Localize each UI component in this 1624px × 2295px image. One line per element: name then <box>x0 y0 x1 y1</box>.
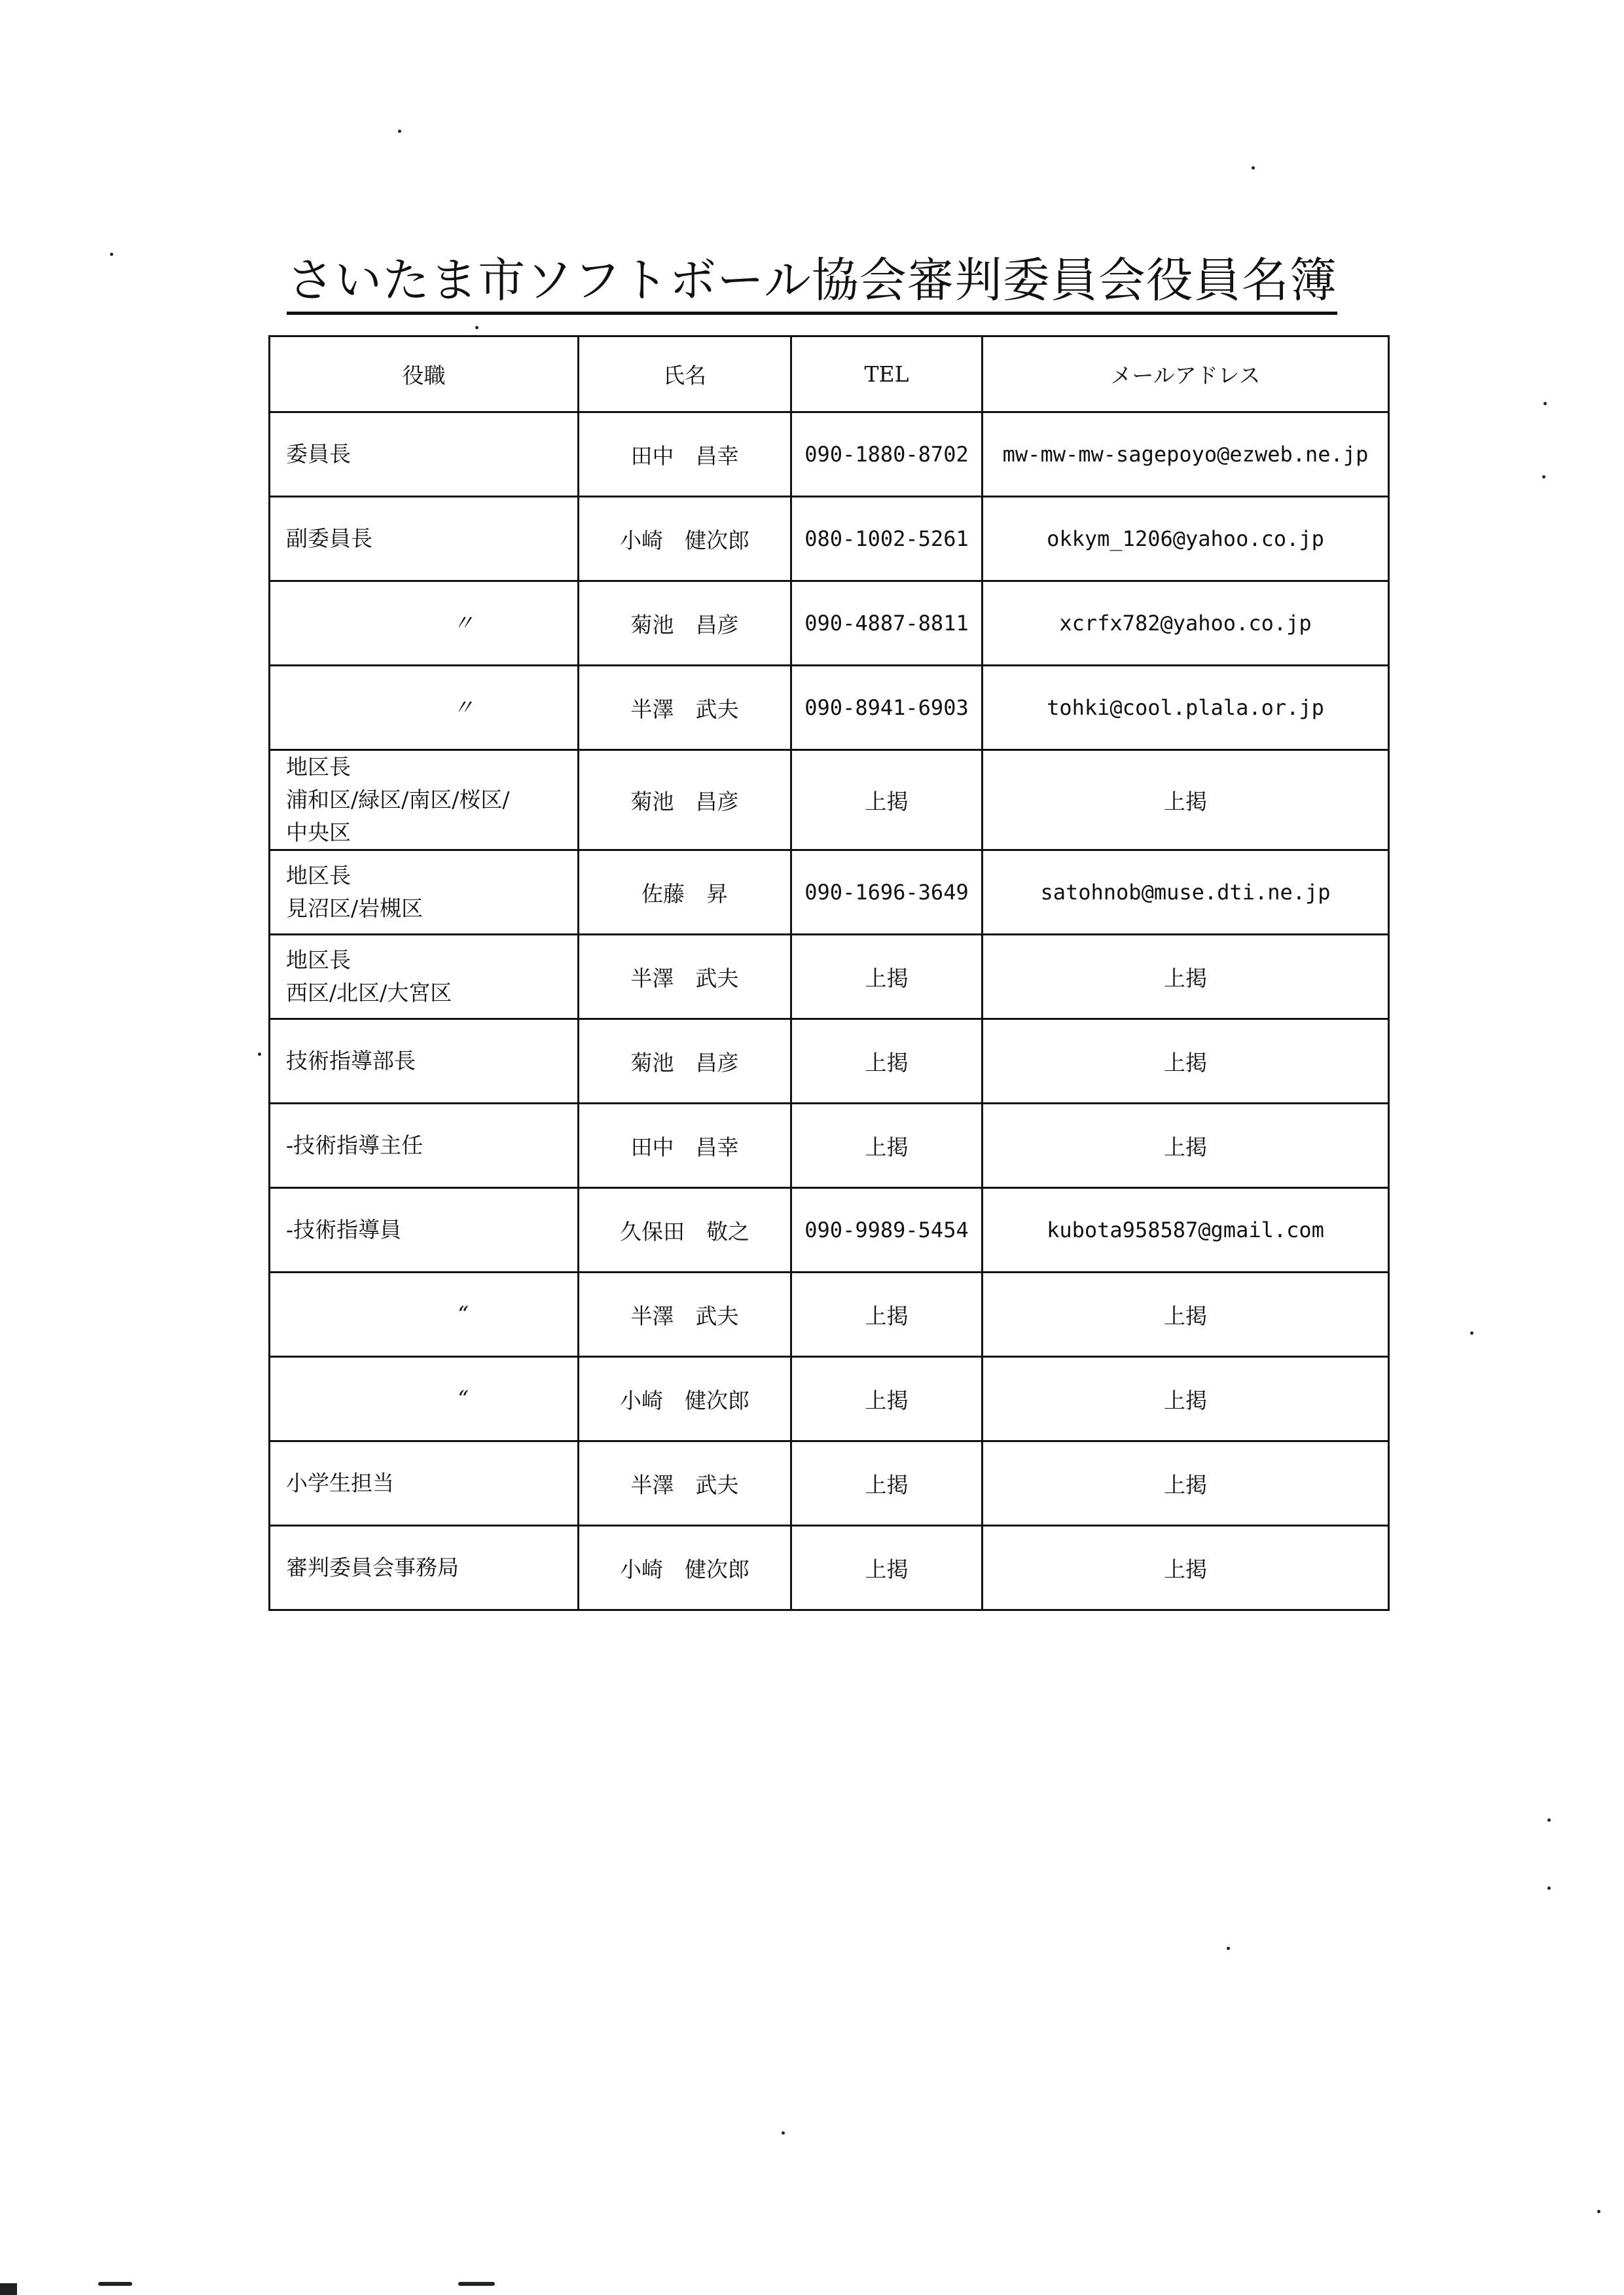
email-cell: tohki@cool.plala.or.jp <box>983 666 1389 750</box>
tel-cell: 080-1002-5261 <box>791 497 983 581</box>
scan-speck <box>1227 1947 1230 1950</box>
role-cell: 委員長 <box>270 412 579 497</box>
document-title-text: さいたま市ソフトボール協会審判委員会役員名簿 <box>287 253 1337 315</box>
tel-cell: 上掲 <box>791 1019 983 1104</box>
name-cell: 半澤 武夫 <box>579 935 791 1019</box>
table-header-row <box>270 336 1389 412</box>
table-row <box>270 666 1389 750</box>
scan-speck <box>782 2131 785 2135</box>
scan-speck <box>110 253 113 256</box>
tel-cell: 上掲 <box>791 935 983 1019</box>
role-line: 中央区 <box>286 820 351 845</box>
role-line: 地区長 <box>286 863 351 888</box>
email-cell: 上掲 <box>983 1019 1389 1104</box>
scan-speck <box>258 1053 261 1056</box>
role-line: 地区長 <box>286 754 351 780</box>
role-cell: -技術指導員 <box>270 1188 579 1273</box>
tel-cell: 上掲 <box>791 1273 983 1357</box>
scan-speck <box>1470 1331 1473 1335</box>
name-cell: 小崎 健次郎 <box>579 1526 791 1610</box>
email-cell: okkym_1206@yahoo.co.jp <box>983 497 1389 581</box>
role-cell: 副委員長 <box>270 497 579 581</box>
scan-speck <box>1547 1887 1551 1890</box>
role-cell-multiline <box>270 935 579 1019</box>
name-cell: 半澤 武夫 <box>579 1441 791 1526</box>
tel-cell: 上掲 <box>791 750 983 850</box>
header-role: 役職 <box>270 336 579 412</box>
tel-cell: 上掲 <box>791 1104 983 1188</box>
tel-cell: 090-9989-5454 <box>791 1188 983 1273</box>
email-cell: 上掲 <box>983 1526 1389 1610</box>
role-cell-ditto: 〃 <box>270 581 579 666</box>
email-cell: xcrfx782@yahoo.co.jp <box>983 581 1389 666</box>
scan-edge-mark <box>98 2282 132 2286</box>
table-row <box>270 1104 1389 1188</box>
header-email: メールアドレス <box>983 336 1389 412</box>
scan-edge-mark <box>0 2283 17 2295</box>
email-cell: satohnob@muse.dti.ne.jp <box>983 850 1389 935</box>
table-row <box>270 1019 1389 1104</box>
email-cell: 上掲 <box>983 1441 1389 1526</box>
tel-cell: 上掲 <box>791 1357 983 1441</box>
role-line: 西区/北区/大宮区 <box>286 980 452 1005</box>
role-cell: 小学生担当 <box>270 1441 579 1526</box>
tel-cell: 上掲 <box>791 1526 983 1610</box>
officer-roster-table <box>268 335 1390 1611</box>
email-cell: mw-mw-mw-sagepoyo@ezweb.ne.jp <box>983 412 1389 497</box>
role-cell-ditto: “ <box>270 1273 579 1357</box>
table-row <box>270 750 1389 850</box>
table-row <box>270 412 1389 497</box>
table-row <box>270 850 1389 935</box>
table-row <box>270 935 1389 1019</box>
name-cell: 田中 昌幸 <box>579 1104 791 1188</box>
header-tel: TEL <box>791 336 983 412</box>
scan-speck <box>1542 475 1545 479</box>
role-cell: -技術指導主任 <box>270 1104 579 1188</box>
email-cell: 上掲 <box>983 1273 1389 1357</box>
table-row <box>270 581 1389 666</box>
role-cell-multiline <box>270 850 579 935</box>
name-cell: 佐藤 昇 <box>579 850 791 935</box>
email-cell: 上掲 <box>983 750 1389 850</box>
table-row <box>270 1273 1389 1357</box>
scan-speck <box>475 326 478 329</box>
role-cell: 審判委員会事務局 <box>270 1526 579 1610</box>
role-cell: 技術指導部長 <box>270 1019 579 1104</box>
email-cell: kubota958587@gmail.com <box>983 1188 1389 1273</box>
table-row <box>270 1526 1389 1610</box>
tel-cell: 上掲 <box>791 1441 983 1526</box>
role-cell-ditto: 〃 <box>270 666 579 750</box>
name-cell: 菊池 昌彦 <box>579 750 791 850</box>
header-name: 氏名 <box>579 336 791 412</box>
scan-edge-mark <box>458 2282 495 2286</box>
scan-speck <box>1543 402 1547 405</box>
email-cell: 上掲 <box>983 935 1389 1019</box>
name-cell: 菊池 昌彦 <box>579 581 791 666</box>
role-cell-ditto: “ <box>270 1357 579 1441</box>
email-cell: 上掲 <box>983 1104 1389 1188</box>
tel-cell: 090-8941-6903 <box>791 666 983 750</box>
role-line: 地区長 <box>286 947 351 973</box>
table-row <box>270 1441 1389 1526</box>
name-cell: 半澤 武夫 <box>579 1273 791 1357</box>
tel-cell: 090-1880-8702 <box>791 412 983 497</box>
name-cell: 田中 昌幸 <box>579 412 791 497</box>
name-cell: 久保田 敬之 <box>579 1188 791 1273</box>
table-row <box>270 497 1389 581</box>
tel-cell: 090-4887-8811 <box>791 581 983 666</box>
scan-speck <box>1252 166 1255 170</box>
scan-speck <box>398 130 401 133</box>
name-cell: 菊池 昌彦 <box>579 1019 791 1104</box>
role-line: 浦和区/緑区/南区/桜区/ <box>286 787 510 812</box>
table-row <box>270 1357 1389 1441</box>
name-cell: 小崎 健次郎 <box>579 497 791 581</box>
role-cell-multiline <box>270 750 579 850</box>
name-cell: 半澤 武夫 <box>579 666 791 750</box>
document-title <box>0 242 1624 310</box>
email-cell: 上掲 <box>983 1357 1389 1441</box>
tel-cell: 090-1696-3649 <box>791 850 983 935</box>
scan-speck <box>1597 2210 1600 2213</box>
role-line: 見沼区/岩槻区 <box>286 895 424 921</box>
table-row <box>270 1188 1389 1273</box>
name-cell: 小崎 健次郎 <box>579 1357 791 1441</box>
scan-speck <box>1547 1818 1551 1822</box>
